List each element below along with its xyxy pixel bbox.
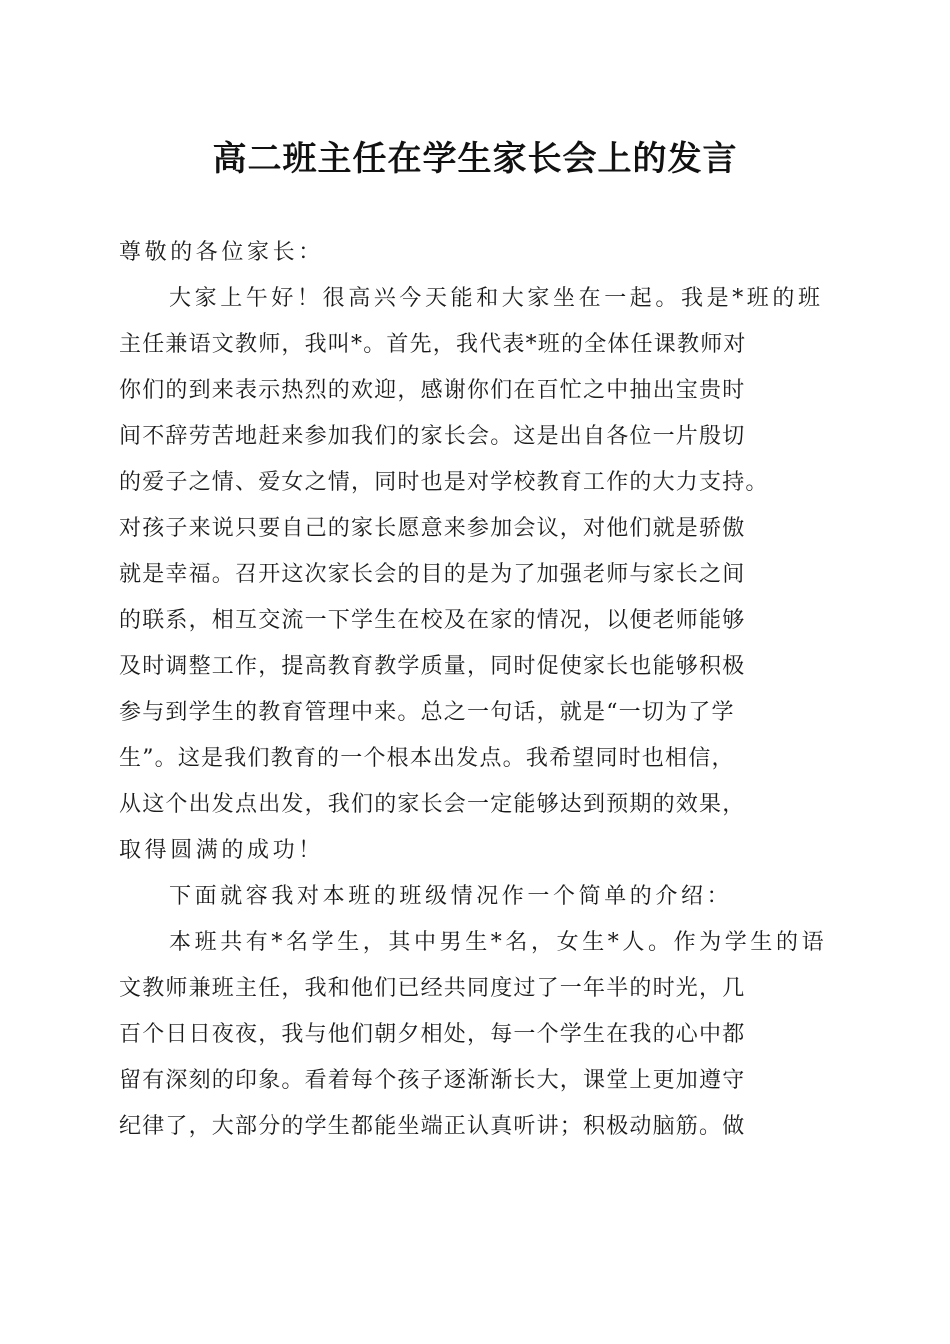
text-line: 参与到学生的教育管理中来。总之一句话，就是“一切为了学	[119, 700, 735, 725]
text-line: 的爱子之情、爱女之情，同时也是对学校教育工作的大力支持。	[119, 470, 769, 495]
text-line: 间不辞劳苦地赶来参加我们的家长会。这是出自各位一片殷切	[119, 424, 746, 449]
text-line: 留有深刻的印象。看着每个孩子逐渐渐长大，课堂上更加遵守	[119, 1068, 746, 1093]
text-line: 主任兼语文教师，我叫*。首先，我代表*班的全体任课教师对	[119, 332, 747, 357]
text-line: 就是幸福。召开这次家长会的目的是为了加强老师与家长之间	[119, 562, 746, 587]
text-line: 本班共有*名学生，其中男生*名，女生*人。作为学生的语	[169, 930, 828, 955]
text-line: 你们的到来表示热烈的欢迎，感谢你们在百忙之中抽出宝贵时	[119, 378, 746, 403]
text-line: 下面就容我对本班的班级情况作一个简单的介绍：	[169, 884, 733, 909]
text-line: 从这个出发点出发，我们的家长会一定能够达到预期的效果，	[119, 792, 746, 817]
document-title: 高二班主任在学生家长会上的发言	[212, 139, 738, 179]
salutation-line: 尊敬的各位家长：	[119, 240, 324, 265]
text-line: 纪律了，大部分的学生都能坐端正认真听讲；积极动脑筋。做	[119, 1114, 746, 1139]
text-line: 取得圆满的成功！	[119, 838, 324, 863]
text-line: 及时调整工作，提高教育教学质量，同时促使家长也能够积极	[119, 654, 746, 679]
document-body	[119, 230, 829, 1150]
text-line: 对孩子来说只要自己的家长愿意来参加会议，对他们就是骄傲	[119, 516, 746, 541]
text-line: 文教师兼班主任，我和他们已经共同度过了一年半的时光，几	[119, 976, 746, 1001]
text-line: 百个日日夜夜，我与他们朝夕相处，每一个学生在我的心中都	[119, 1022, 746, 1047]
text-line: 大家上午好！很高兴今天能和大家坐在一起。我是*班的班	[169, 286, 824, 311]
text-line: 生”。这是我们教育的一个根本出发点。我希望同时也相信，	[119, 746, 735, 771]
text-line: 的联系，相互交流一下学生在校及在家的情况，以便老师能够	[119, 608, 746, 633]
